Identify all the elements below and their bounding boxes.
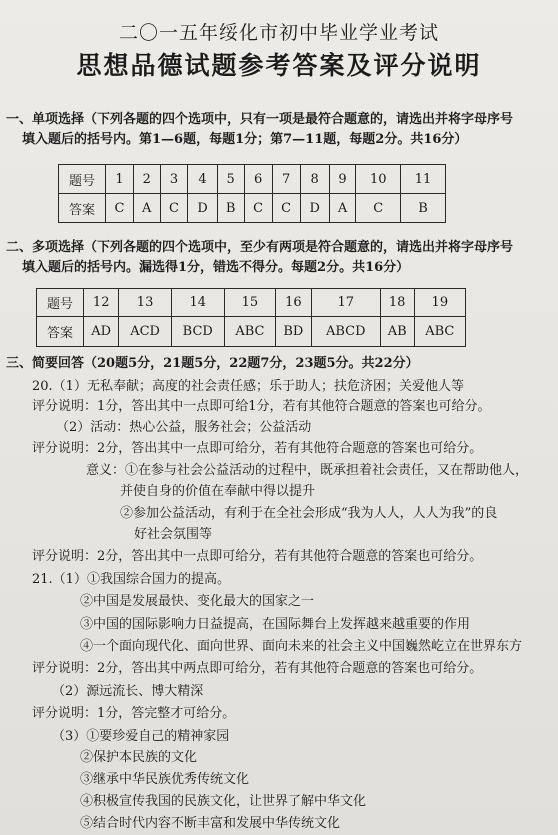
header-cell-question: 题号: [59, 165, 106, 194]
q20-significance-2: ②参加公益活动，有利于在全社会形成“我为人人，人人为我”的良: [120, 506, 498, 521]
question-number-cell: 9: [329, 165, 356, 194]
question-number-cell: 6: [244, 165, 272, 194]
answer-cell: ABC: [414, 317, 465, 347]
answer-cell: ABCD: [311, 317, 380, 347]
question-number-cell: 13: [119, 289, 171, 317]
exam-title: 二〇一五年绥化市初中毕业学业考试: [118, 22, 439, 44]
question-number-cell: 12: [84, 289, 119, 317]
question-number-cell: 7: [272, 165, 300, 194]
header-cell-answer: 答案: [59, 194, 106, 223]
answer-cell: B: [217, 194, 244, 223]
q20-part2: （2）活动：热心公益，服务社会；公益活动: [56, 420, 312, 435]
question-number-cell: 5: [217, 165, 244, 194]
q21-point: ③继承中华民族优秀传统文化: [80, 772, 250, 787]
q21-point: ③中国的国际影响力日益提高，在国际舞台上发挥越来越重要的作用: [80, 617, 471, 632]
q21-part1: 21.（1）①我国综合国力的提高。: [32, 572, 230, 587]
answer-cell: A: [329, 194, 356, 223]
q21-point: ②中国是发展最快、变化最大的国家之一: [80, 594, 315, 609]
answer-cell: BD: [276, 317, 312, 347]
q20-part1: 20.（1）无私奉献；高度的社会责任感；乐于助人；扶危济困；关爱他人等: [32, 379, 464, 394]
section1-title: 一、单项选择（下列各题的四个选项中，只有一项是最符合题意的，请选出并将字母序号: [6, 112, 514, 127]
scoring-note: 评分说明：2分，答出其中一点即可给分，若有其他符合题意的答案也可给分。: [32, 441, 483, 456]
answer-cell: C: [160, 194, 188, 223]
document-title: 思想品德试题参考答案及评分说明: [76, 51, 482, 80]
answer-cell: D: [188, 194, 217, 223]
q21-point: ④积极宣传我国的民族文化，让世界了解中华文化: [80, 794, 367, 809]
q20-significance: 意义：①在参与社会公益活动的过程中，既承担着社会责任，又在帮助他人，: [86, 463, 529, 478]
question-number-cell: 16: [276, 289, 312, 317]
header-cell-question: 题号: [37, 289, 84, 317]
question-number-cell: 19: [414, 289, 465, 317]
answer-cell: B: [401, 194, 446, 223]
answer-cell: C: [356, 194, 401, 223]
single-choice-answer-table: [58, 164, 446, 223]
question-number-cell: 11: [401, 165, 446, 194]
answer-cell: ACD: [119, 317, 171, 347]
question-number-cell: 4: [188, 165, 217, 194]
answer-cell: BCD: [171, 317, 224, 347]
section1-title-cont: 填入题后的括号内。第1—6题，每题1分；第7—11题，每题2分。共16分）: [22, 132, 468, 147]
scoring-note: 评分说明：2分，答出其中一点即可给分，若有其他符合题意的答案也可给分。: [32, 549, 483, 564]
question-number-cell: 2: [133, 165, 160, 194]
answer-cell: ABC: [224, 317, 275, 347]
question-number-cell: 10: [356, 165, 401, 194]
section2-title: 二、多项选择（下列各题的四个选项中，至少有两项是符合题意的，请选出并将字母序号: [6, 240, 514, 255]
answer-cell: AB: [380, 317, 414, 347]
question-number-cell: 15: [224, 289, 275, 317]
multiple-choice-answer-table: [36, 288, 466, 347]
scoring-note: 评分说明：1分，答完整才可给分。: [32, 706, 236, 721]
scoring-note: 评分说明：2分，答出其中两点即可给分，若有其他符合题意的答案也可给分。: [32, 661, 483, 676]
question-number-cell: 17: [311, 289, 380, 317]
q21-part3: （3）①要珍爱自己的精神家园: [52, 729, 230, 744]
question-number-cell: 1: [106, 165, 134, 194]
q21-point: ④一个面向现代化、面向世界、面向未来的社会主义中国巍然屹立在世界东方: [80, 639, 523, 654]
question-number-cell: 14: [171, 289, 224, 317]
answer-cell: C: [272, 194, 300, 223]
answer-cell: AD: [84, 317, 119, 347]
question-number-cell: 3: [160, 165, 188, 194]
q21-part2: （2）源远流长、博大精深: [52, 684, 204, 699]
header-cell-answer: 答案: [37, 317, 84, 347]
answer-cell: C: [244, 194, 272, 223]
section3-title: 三、简要回答（20题5分，21题5分，22题7分，23题5分。共22分）: [6, 356, 419, 371]
q20-significance-2-cont: 好社会氛围等: [134, 527, 213, 542]
question-number-cell: 8: [300, 165, 329, 194]
q21-point: ②保护本民族的文化: [80, 750, 198, 765]
answer-cell: A: [133, 194, 160, 223]
q21-point: ⑤结合时代内容不断丰富和发展中华传统文化: [80, 816, 341, 831]
scoring-note: 评分说明：1分，答出其中一点即可给1分，若有其他符合题意的答案也可给分。: [32, 399, 491, 414]
question-number-cell: 18: [380, 289, 414, 317]
section2-title-cont: 填入题后的括号内。漏选得1分，错选不得分。每题2分。共16分）: [22, 260, 410, 275]
q20-significance-cont: 并使自身的价值在奉献中得以提升: [120, 484, 316, 499]
answer-cell: C: [106, 194, 134, 223]
answer-cell: D: [300, 194, 329, 223]
